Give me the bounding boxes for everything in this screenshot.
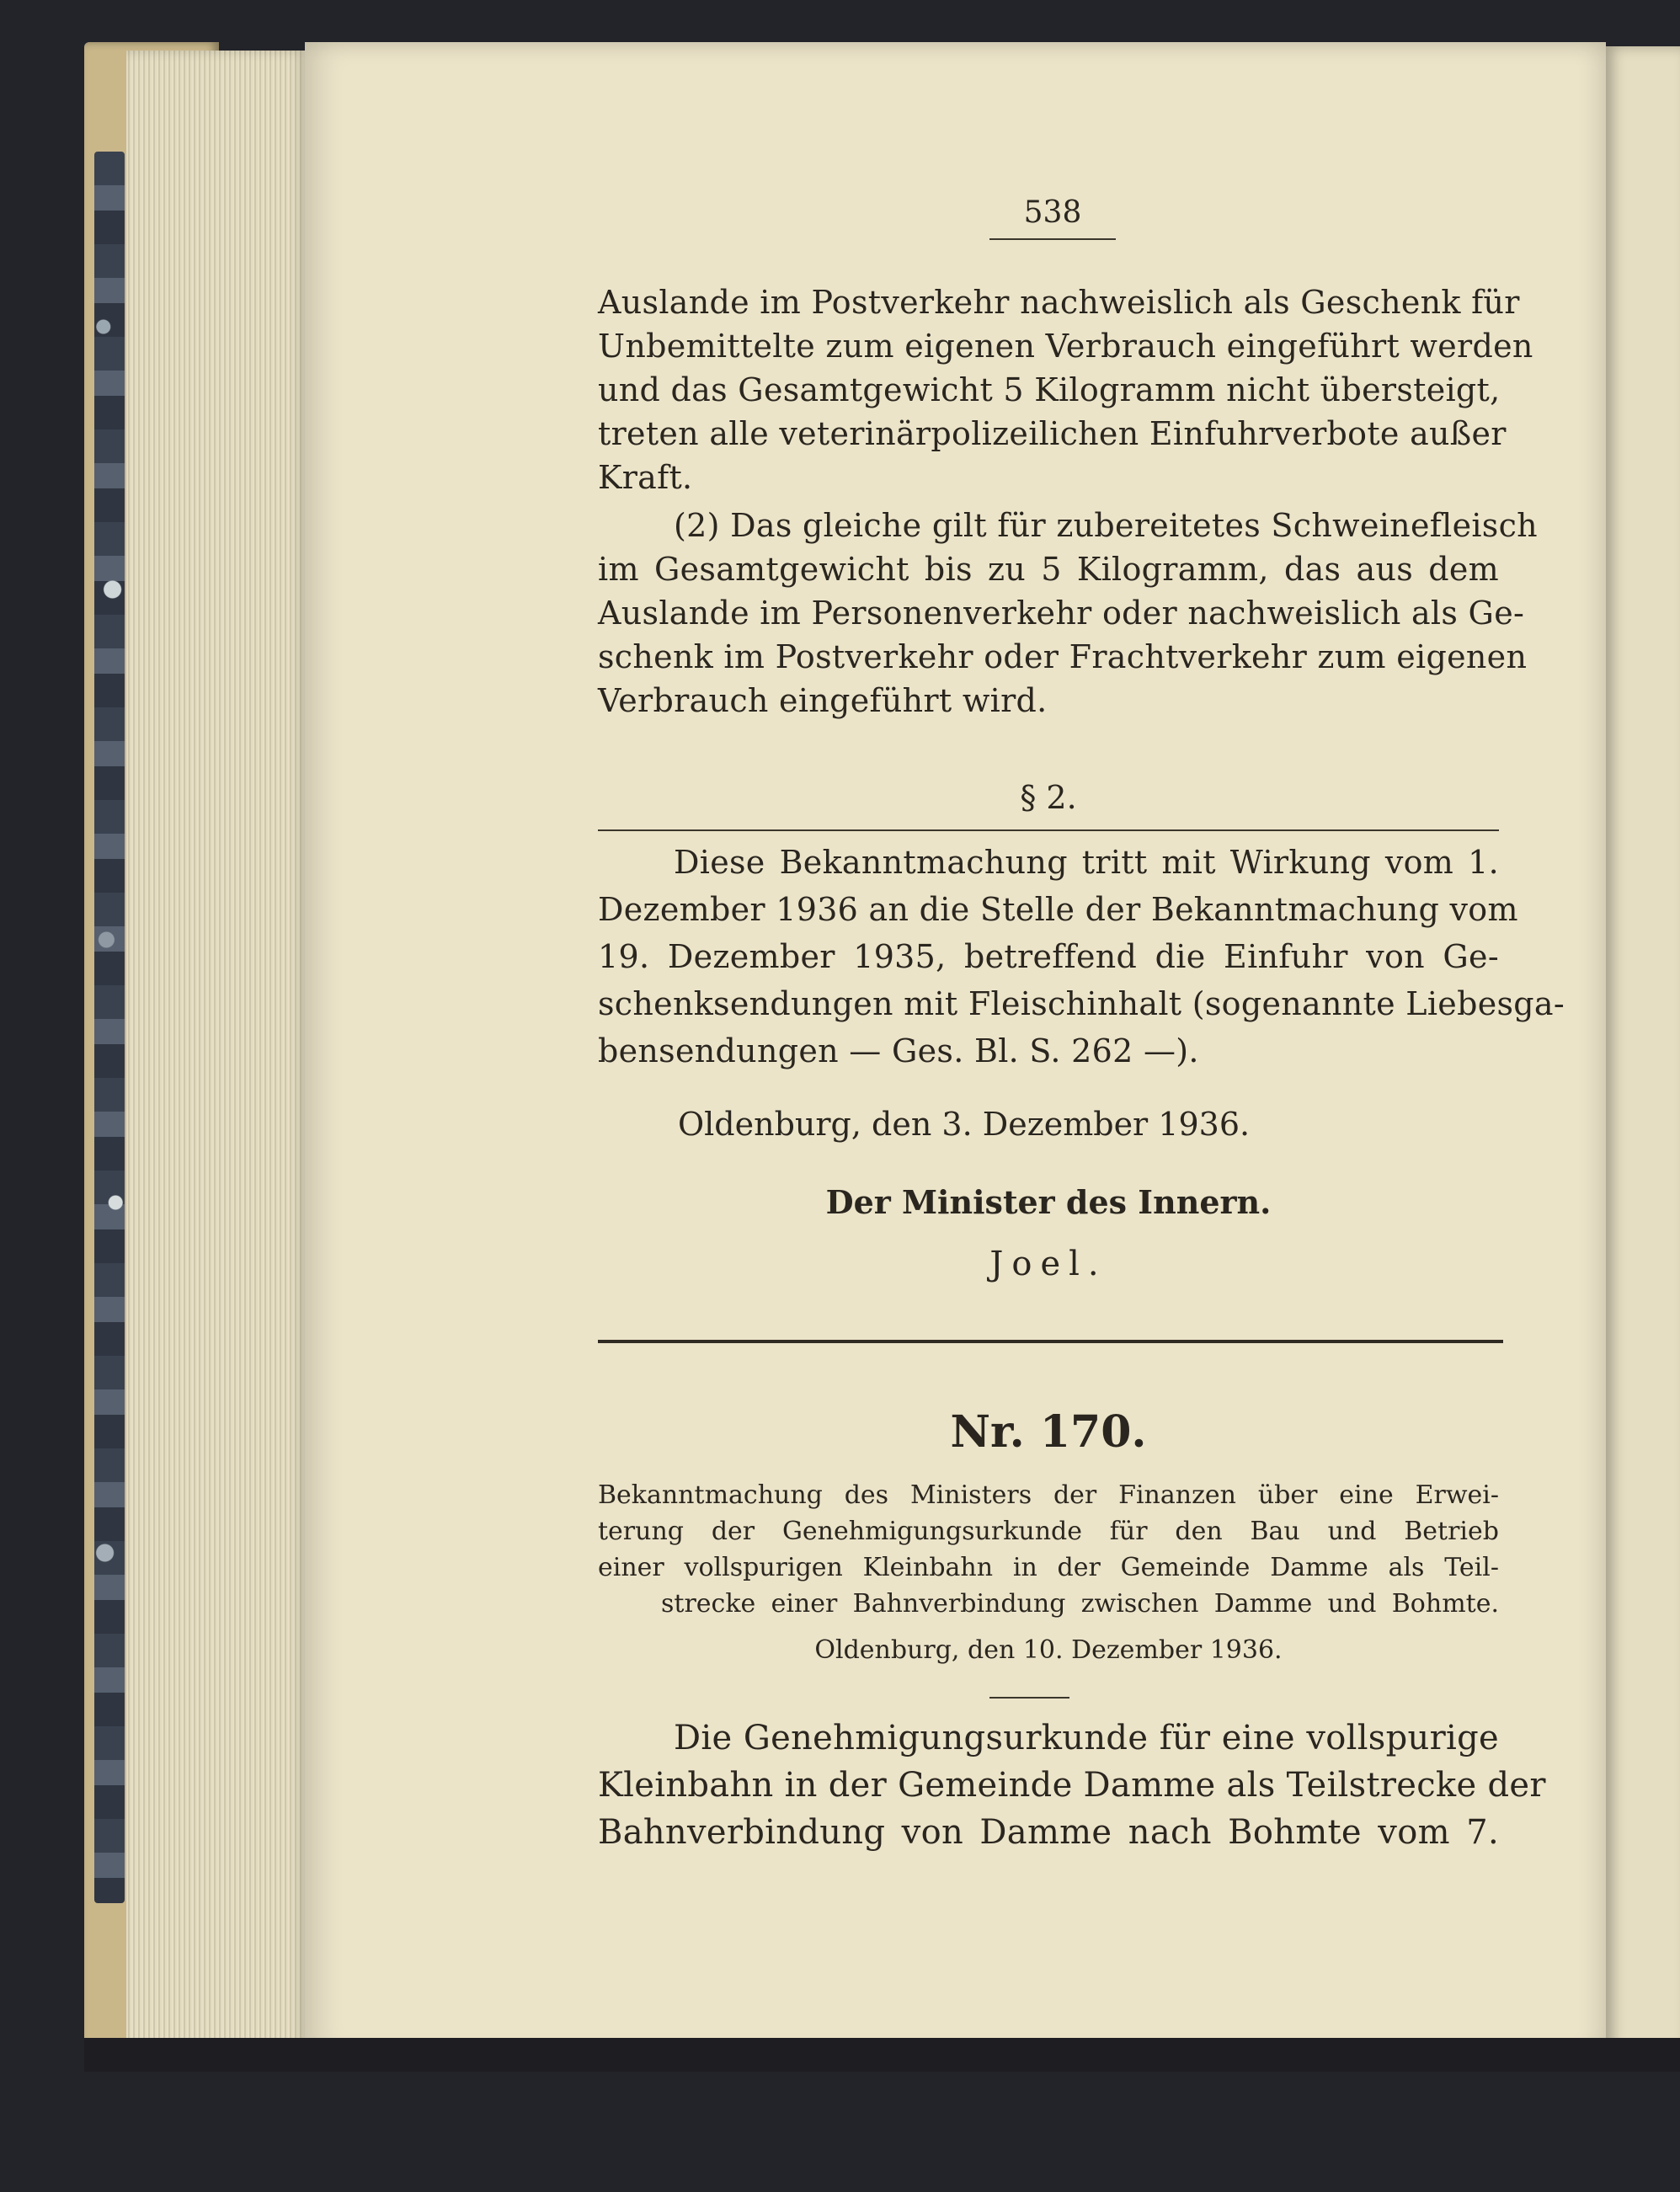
text-line: Dezember 1936 an die Stelle der Bekanntmachung vom	[598, 891, 1518, 928]
page-number: 538	[1023, 195, 1082, 230]
text-line: Die Genehmigungsurkunde für eine vollspurige	[674, 1719, 1499, 1757]
short-rule	[989, 1697, 1069, 1699]
text-line: Unbemittelte zum eigenen Verbrauch eingeführt werden	[598, 328, 1533, 365]
notice-date: Oldenburg, den 10. Dezember 1936.	[814, 1635, 1283, 1665]
text-line: Bekanntmachung des Ministers der Finanzen über eine Erwei-	[598, 1480, 1499, 1510]
text-line: Kleinbahn in der Gemeinde Damme als Teilstrecke der	[598, 1766, 1546, 1805]
section-rule	[598, 829, 1499, 831]
authority-line: Der Minister des Innern.	[825, 1183, 1272, 1221]
section-heading: § 2.	[1020, 779, 1077, 816]
text-line: schenksendungen mit Fleischinhalt (sogenannte Liebesga-	[598, 985, 1565, 1022]
text-line: Auslande im Postverkehr nachweislich als Geschenk für	[598, 284, 1520, 321]
page-edges	[126, 51, 307, 2055]
text-line: Kraft.	[598, 459, 693, 496]
background-board	[84, 2038, 1680, 2072]
text-line: schenk im Postverkehr oder Frachtverkehr zum eigenen	[598, 638, 1528, 675]
notice-number: Nr. 170.	[950, 1406, 1147, 1458]
text-line: im Gesamtgewicht bis zu 5 Kilogramm, das aus dem	[598, 551, 1499, 588]
text-line: Verbrauch eingeführt wird.	[598, 682, 1048, 719]
signature: Joel.	[989, 1245, 1107, 1283]
page-number-rule	[989, 238, 1116, 240]
text-line: Diese Bekanntmachung tritt mit Wirkung vom 1.	[674, 844, 1499, 881]
notice-separator	[598, 1340, 1503, 1343]
text-line: terung der Genehmigungsurkunde für den Bau und Betrieb	[598, 1517, 1499, 1546]
marbled-edge	[94, 152, 125, 1903]
facing-page-edge	[1604, 46, 1680, 2059]
text-line: und das Gesamtgewicht 5 Kilogramm nicht übersteigt,	[598, 371, 1501, 408]
text-line: strecke einer Bahnverbindung zwischen Damme und Bohmte.	[661, 1589, 1499, 1619]
text-line: (2) Das gleiche gilt für zubereitetes Schweinefleisch	[674, 507, 1538, 544]
text-line: treten alle veterinärpolizeilichen Einfuhrverbote außer	[598, 415, 1507, 452]
text-line: Bahnverbindung von Damme nach Bohmte vom 7.	[598, 1813, 1499, 1852]
text-line: Auslande im Personenverkehr oder nachweislich als Ge-	[598, 595, 1525, 632]
text-line: bensendungen — Ges. Bl. S. 262 —).	[598, 1032, 1199, 1069]
text-line: einer vollspurigen Kleinbahn in der Gemeinde Damme als Teil-	[598, 1553, 1499, 1582]
date-line: Oldenburg, den 3. Dezember 1936.	[678, 1106, 1251, 1143]
text-line: 19. Dezember 1935, betreffend die Einfuhr von Ge-	[598, 938, 1499, 975]
